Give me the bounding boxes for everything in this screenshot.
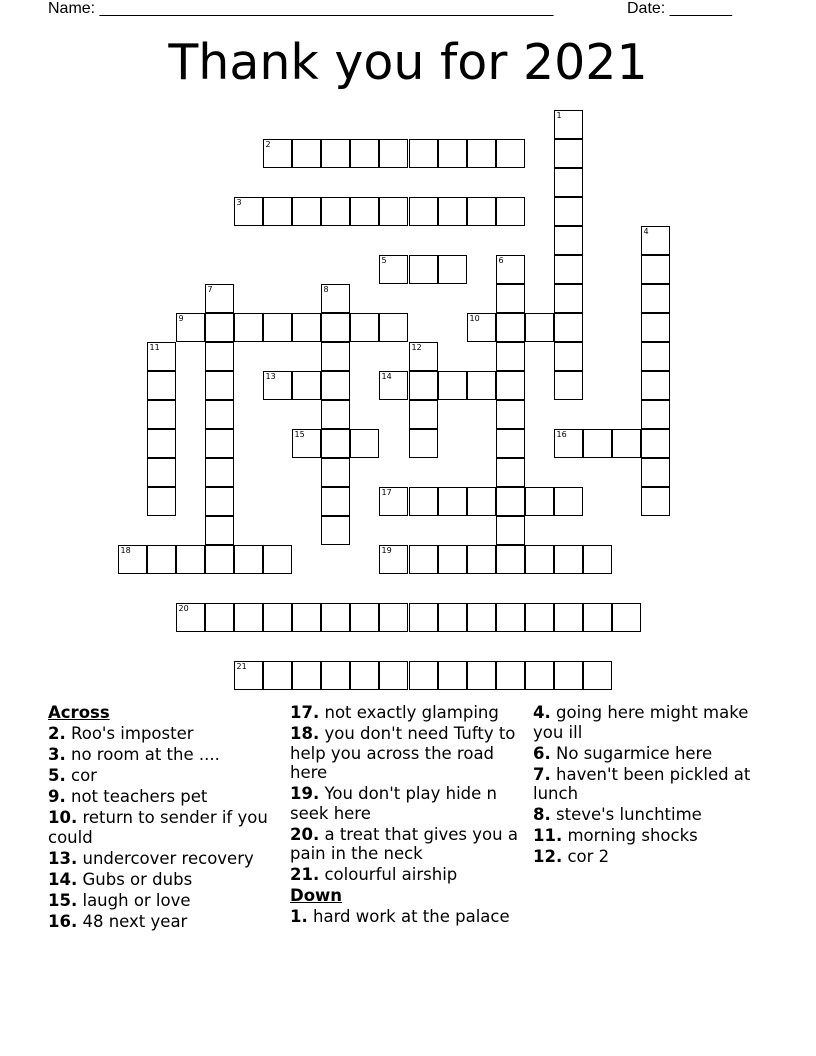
grid-cell[interactable] [292,197,321,226]
cell-number: 21 [236,661,247,671]
grid-cell[interactable] [176,313,205,342]
clue-number: 6. [533,743,551,763]
clue-text: no room at the .... [71,745,220,764]
grid-cell[interactable] [409,342,438,371]
clue-text: No sugarmice here [556,743,713,763]
clue-number: 5. [48,766,66,785]
grid-cell[interactable] [496,371,525,400]
grid-cell[interactable] [118,545,147,574]
grid-cell[interactable] [205,342,234,371]
cell-number: 15 [294,429,305,439]
grid-cell[interactable] [321,458,350,487]
grid-cell[interactable] [496,342,525,371]
grid-cell[interactable] [205,429,234,458]
clue-number: 11. [533,826,563,845]
grid-cell[interactable] [292,429,321,458]
grid-cell[interactable] [438,371,467,400]
grid-cell[interactable] [409,661,438,690]
grid-cell[interactable] [554,603,583,632]
clue-item [48,724,284,744]
grid-cell[interactable] [525,487,554,516]
grid-cell[interactable] [379,197,408,226]
grid-cell[interactable] [409,255,438,284]
grid-cell[interactable] [321,139,350,168]
grid-cell[interactable] [496,429,525,458]
grid-cell[interactable] [379,313,408,342]
grid-cell[interactable] [554,371,583,400]
grid-cell[interactable] [321,400,350,429]
grid-cell[interactable] [263,371,292,400]
grid-cell[interactable] [147,371,176,400]
grid-cell[interactable] [554,487,583,516]
grid-cell[interactable] [641,371,670,400]
grid-cell[interactable] [263,313,292,342]
grid-cell[interactable] [409,545,438,574]
cell-number: 20 [178,603,189,613]
grid-cell[interactable] [496,661,525,690]
grid-cell[interactable] [176,545,205,574]
grid-cell[interactable] [292,371,321,400]
grid-cell[interactable] [205,400,234,429]
cell-number: 6 [498,255,504,265]
grid-cell[interactable] [409,197,438,226]
grid-cell[interactable] [409,371,438,400]
clue-item [290,865,526,885]
grid-cell[interactable] [234,313,263,342]
clue-number: 21. [290,865,320,884]
clue-text: haven't been pickled at lunch [533,764,751,803]
clue-number: 9. [48,787,66,806]
clues-column-1 [48,703,284,933]
cell-number: 19 [381,545,392,555]
grid-cell[interactable] [147,458,176,487]
clue-text: 48 next year [82,911,188,931]
clue-number: 3. [48,745,66,764]
grid-cell[interactable] [321,342,350,371]
cell-number: 9 [178,313,184,323]
grid-cell[interactable] [467,661,496,690]
grid-cell[interactable] [350,139,379,168]
grid-cell[interactable] [234,545,263,574]
grid-cell[interactable] [292,139,321,168]
clue-item [533,703,769,742]
cell-number: 10 [469,313,480,323]
grid-cell[interactable] [583,603,612,632]
grid-cell[interactable] [350,313,379,342]
grid-cell[interactable] [379,255,408,284]
grid-cell[interactable] [641,400,670,429]
grid-cell[interactable] [263,197,292,226]
clue-item [290,825,526,864]
clue-item [533,805,769,825]
grid-cell[interactable] [612,429,641,458]
clue-number: 13. [48,848,78,868]
grid-cell[interactable] [496,487,525,516]
grid-cell[interactable] [525,313,554,342]
clue-item [48,766,284,786]
cell-number: 11 [149,342,160,352]
grid-cell[interactable] [554,197,583,226]
grid-cell[interactable] [292,603,321,632]
grid-cell[interactable] [554,429,583,458]
cell-number: 2 [265,139,271,149]
clue-text: return to sender if you could [48,808,268,847]
grid-cell[interactable] [641,429,670,458]
grid-cell[interactable] [554,284,583,313]
grid-cell[interactable] [554,661,583,690]
grid-cell[interactable] [321,487,350,516]
grid-cell[interactable] [263,545,292,574]
grid-cell[interactable] [496,197,525,226]
grid-cell[interactable] [641,226,670,255]
clue-number: 7. [533,764,551,784]
grid-cell[interactable] [467,139,496,168]
grid-cell[interactable] [205,458,234,487]
down-clue-list-continued [533,703,769,867]
grid-cell[interactable] [438,197,467,226]
clue-item [290,784,526,823]
grid-cell[interactable] [409,487,438,516]
grid-cell[interactable] [321,429,350,458]
grid-cell[interactable] [205,516,234,545]
grid-cell[interactable] [467,313,496,342]
cell-number: 17 [381,487,392,497]
cell-number: 18 [120,545,131,555]
clue-text: going here might make you ill [533,703,749,742]
grid-cell[interactable] [641,255,670,284]
grid-cell[interactable] [176,603,205,632]
grid-cell[interactable] [438,139,467,168]
grid-cell[interactable] [234,197,263,226]
grid-cell[interactable] [438,545,467,574]
clue-text: cor 2 [567,847,610,866]
grid-cell[interactable] [554,168,583,197]
grid-cell[interactable] [147,400,176,429]
cell-number: 4 [643,226,649,236]
clue-number: 19. [290,784,320,803]
grid-cell[interactable] [292,313,321,342]
grid-cell[interactable] [379,139,408,168]
grid-cell[interactable] [234,603,263,632]
grid-cell[interactable] [467,371,496,400]
clue-item [48,870,284,890]
grid-cell[interactable] [496,458,525,487]
cell-number: 13 [265,371,276,381]
clue-text: not exactly glamping [324,703,499,722]
clue-item [48,912,284,932]
clue-number: 18. [290,724,320,743]
grid-cell[interactable] [467,487,496,516]
clue-number: 20. [290,824,320,844]
grid-cell[interactable] [321,603,350,632]
grid-cell[interactable] [554,226,583,255]
grid-cell[interactable] [525,603,554,632]
clue-text: steve's lunchtime [556,805,702,824]
grid-cell[interactable] [438,487,467,516]
down-clue-list [290,907,526,927]
clue-number: 4. [533,703,551,722]
cell-number: 3 [236,197,242,207]
grid-cell[interactable] [379,371,408,400]
clue-number: 10. [48,808,78,827]
grid-cell[interactable] [583,545,612,574]
page-title: Thank you for 2021 [168,34,648,91]
grid-cell[interactable] [467,197,496,226]
cell-number: 5 [381,255,387,265]
grid-cell[interactable] [409,400,438,429]
grid-cell[interactable] [409,429,438,458]
grid-cell[interactable] [147,545,176,574]
grid-cell[interactable] [205,487,234,516]
grid-cell[interactable] [583,661,612,690]
clue-item [533,765,769,804]
grid-cell[interactable] [321,661,350,690]
cell-number: 7 [207,284,213,294]
name-field: Name: ___________________________________________________ [48,0,554,17]
clue-text: a treat that gives you a pain in the neck [290,824,518,863]
clue-item [48,849,284,869]
grid-cell[interactable] [496,516,525,545]
grid-cell[interactable] [438,255,467,284]
clue-number: 2. [48,724,66,743]
grid-cell[interactable] [205,371,234,400]
clue-text: hard work at the palace [313,907,510,926]
grid-cell[interactable] [350,661,379,690]
clue-text: not teachers pet [71,787,208,806]
clue-number: 1. [290,907,308,926]
grid-cell[interactable] [147,429,176,458]
grid-cell[interactable] [583,429,612,458]
grid-cell[interactable] [467,603,496,632]
grid-cell[interactable] [350,603,379,632]
clue-item [533,847,769,867]
grid-cell[interactable] [496,603,525,632]
grid-cell[interactable] [525,545,554,574]
grid-cell[interactable] [205,284,234,313]
across-heading: Across [48,703,110,722]
grid-cell[interactable] [525,661,554,690]
clue-number: 15. [48,890,78,910]
grid-cell[interactable] [147,487,176,516]
grid-cell[interactable] [205,603,234,632]
grid-cell[interactable] [321,197,350,226]
clue-number: 14. [48,869,78,889]
grid-cell[interactable] [554,342,583,371]
grid-cell[interactable] [205,545,234,574]
grid-cell[interactable] [554,255,583,284]
clue-item [48,745,284,765]
grid-cell[interactable] [554,139,583,168]
grid-cell[interactable] [263,603,292,632]
grid-cell[interactable] [641,313,670,342]
grid-cell[interactable] [409,139,438,168]
clue-text: laugh or love [82,890,191,910]
clue-item [48,808,284,847]
grid-cell[interactable] [496,545,525,574]
clue-item [533,744,769,764]
cell-number: 12 [411,342,422,352]
grid-cell[interactable] [263,661,292,690]
grid-cell[interactable] [147,342,176,371]
cell-number: 14 [381,371,392,381]
clue-item [48,787,284,807]
grid-cell[interactable] [321,516,350,545]
grid-cell[interactable] [467,545,496,574]
cell-number: 1 [556,110,562,120]
grid-cell[interactable] [496,139,525,168]
across-clue-list-continued [290,703,526,885]
date-field: Date: _______ [627,0,732,17]
clue-text: cor [71,766,97,785]
grid-cell[interactable] [496,255,525,284]
grid-cell[interactable] [641,458,670,487]
grid-cell[interactable] [321,313,350,342]
grid-cell[interactable] [234,661,263,690]
grid-cell[interactable] [496,284,525,313]
clues-column-2 [290,703,526,928]
grid-cell[interactable] [496,313,525,342]
grid-cell[interactable] [321,284,350,313]
clue-text: you don't need Tufty to help you across the road here [290,724,516,782]
grid-cell[interactable] [350,197,379,226]
grid-cell[interactable] [554,313,583,342]
grid-cell[interactable] [409,603,438,632]
grid-cell[interactable] [379,545,408,574]
grid-cell[interactable] [205,313,234,342]
down-heading: Down [290,886,343,905]
clue-text: colourful airship [324,865,458,884]
clue-item [290,907,526,927]
clue-item [533,826,769,846]
clue-number: 8. [533,805,551,824]
clue-item [290,724,526,783]
grid-cell[interactable] [554,110,583,139]
grid-cell[interactable] [641,487,670,516]
clue-item [48,891,284,911]
cell-number: 16 [556,429,567,439]
clue-text: You don't play hide n seek here [290,784,497,823]
cell-number: 8 [323,284,329,294]
clue-text: morning shocks [567,826,698,845]
clue-number: 17. [290,703,320,722]
grid-cell[interactable] [321,371,350,400]
grid-cell[interactable] [292,661,321,690]
clue-item [290,703,526,723]
grid-cell[interactable] [438,661,467,690]
grid-cell[interactable] [379,487,408,516]
grid-cell[interactable] [554,545,583,574]
across-clue-list [48,724,284,931]
grid-cell[interactable] [641,284,670,313]
clue-number: 12. [533,847,563,866]
clue-number: 16. [48,911,78,931]
grid-cell[interactable] [438,603,467,632]
clue-text: undercover recovery [82,848,254,868]
grid-cell[interactable] [379,603,408,632]
clues-column-3 [533,703,769,868]
grid-cell[interactable] [496,400,525,429]
grid-cell[interactable] [612,603,641,632]
clue-text: Gubs or dubs [82,869,193,889]
grid-cell[interactable] [350,429,379,458]
grid-cell[interactable] [641,342,670,371]
grid-cell[interactable] [379,661,408,690]
grid-cell[interactable] [263,139,292,168]
clue-text: Roo's imposter [71,724,194,743]
